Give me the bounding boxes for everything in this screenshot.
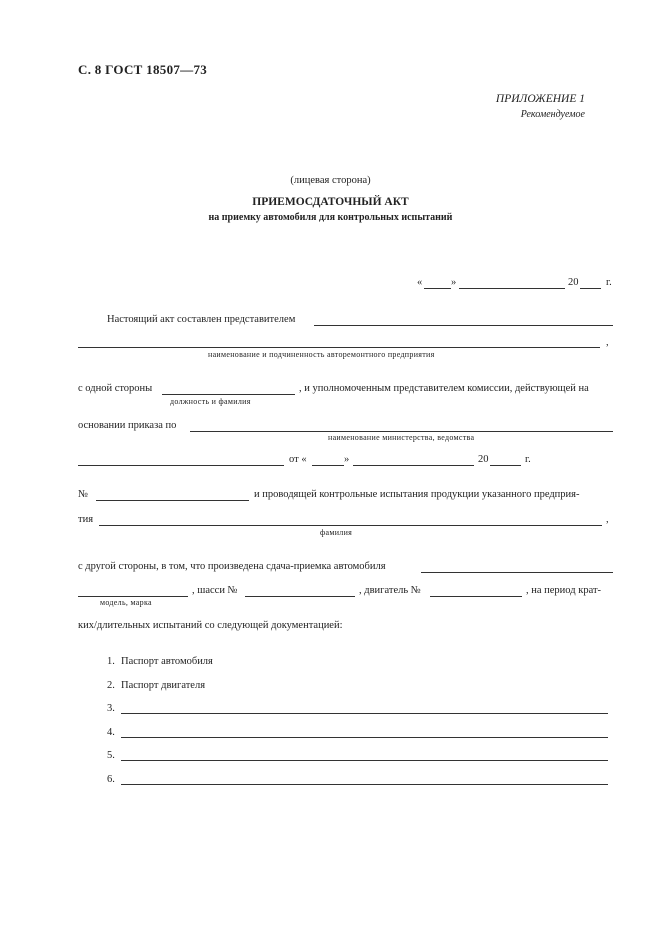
order-name-field[interactable] bbox=[78, 465, 284, 466]
document-subtitle: на приемку автомобиля для контрольных испытаний bbox=[208, 212, 453, 223]
surname-caption: фамилия bbox=[320, 528, 353, 537]
list-item-field[interactable] bbox=[121, 713, 608, 714]
model-field[interactable] bbox=[78, 596, 188, 597]
engine-text: , двигатель № bbox=[359, 585, 421, 596]
month-field[interactable] bbox=[459, 288, 565, 289]
list-item-field[interactable] bbox=[121, 784, 608, 785]
engine-number-field[interactable] bbox=[430, 596, 522, 597]
date-year-suffix: г. bbox=[606, 277, 612, 288]
list-item-number: 5. bbox=[107, 750, 115, 761]
list-item-text: Паспорт двигателя bbox=[121, 680, 206, 691]
list-item-number: 6. bbox=[107, 774, 115, 785]
list-item-number: 1. bbox=[107, 656, 115, 667]
chassis-text: , шасси № bbox=[192, 585, 238, 596]
ministry-caption: наименование министерства, ведомства bbox=[328, 433, 475, 442]
documentation-text: ких/длительных испытаний со следующей документацией: bbox=[78, 620, 343, 631]
number-sign: № bbox=[78, 489, 89, 500]
position-field[interactable] bbox=[162, 394, 295, 395]
appendix-status: Рекомендуемое bbox=[520, 109, 585, 120]
other-side-text: с другой стороны, в том, что произведена сдача-приемка автомобиля bbox=[78, 561, 386, 572]
ministry-field[interactable] bbox=[190, 431, 613, 432]
side-label: (лицевая сторона) bbox=[290, 175, 371, 186]
appendix-title: ПРИЛОЖЕНИЕ 1 bbox=[495, 93, 585, 105]
order-quote-close: » bbox=[344, 454, 350, 465]
authorized-text: , и уполномоченным представителем комиссии, действующей на bbox=[299, 383, 589, 394]
period-text: , на период крат- bbox=[526, 585, 602, 596]
order-year-prefix: 20 bbox=[478, 454, 489, 465]
order-from-text: от « bbox=[289, 454, 307, 465]
conducting-text: и проводящей контрольные испытания продукции указанного предприя- bbox=[254, 489, 580, 500]
standard-page-header: С. 8 ГОСТ 18507—73 bbox=[78, 62, 208, 77]
surname-field[interactable] bbox=[99, 525, 602, 526]
order-day-field[interactable] bbox=[312, 465, 344, 466]
order-year-field[interactable] bbox=[490, 465, 521, 466]
date-year-prefix: 20 bbox=[568, 277, 579, 288]
intro-text: Настоящий акт составлен представителем bbox=[107, 314, 296, 325]
enterprise-field[interactable] bbox=[78, 347, 600, 348]
vehicle-field[interactable] bbox=[421, 572, 613, 573]
order-number-field[interactable] bbox=[96, 500, 249, 501]
list-item-number: 4. bbox=[107, 727, 115, 738]
enterprise-comma: , bbox=[606, 337, 609, 348]
order-basis-text: основании приказа по bbox=[78, 420, 177, 431]
representative-field[interactable] bbox=[314, 325, 613, 326]
list-item-number: 2. bbox=[107, 680, 115, 691]
date-quote-open: « bbox=[417, 277, 423, 288]
order-year-suffix: г. bbox=[525, 454, 531, 465]
order-month-field[interactable] bbox=[353, 465, 474, 466]
enterprise-caption: наименование и подчиненность авторемонтного предприятия bbox=[208, 350, 435, 359]
list-item-field[interactable] bbox=[121, 760, 608, 761]
year-field[interactable] bbox=[580, 288, 601, 289]
document-title: ПРИЕМОСДАТОЧНЫЙ АКТ bbox=[252, 196, 409, 208]
surname-comma: , bbox=[606, 514, 609, 525]
list-item-text: Паспорт автомобиля bbox=[121, 656, 213, 667]
date-quote-close: » bbox=[451, 277, 457, 288]
model-caption: модель, марка bbox=[100, 598, 152, 607]
tiya-text: тия bbox=[78, 514, 94, 525]
position-caption: должность и фамилия bbox=[170, 397, 251, 406]
chassis-number-field[interactable] bbox=[245, 596, 355, 597]
list-item-number: 3. bbox=[107, 703, 115, 714]
day-field[interactable] bbox=[424, 288, 451, 289]
side-one-text: с одной стороны bbox=[78, 383, 153, 394]
list-item-field[interactable] bbox=[121, 737, 608, 738]
